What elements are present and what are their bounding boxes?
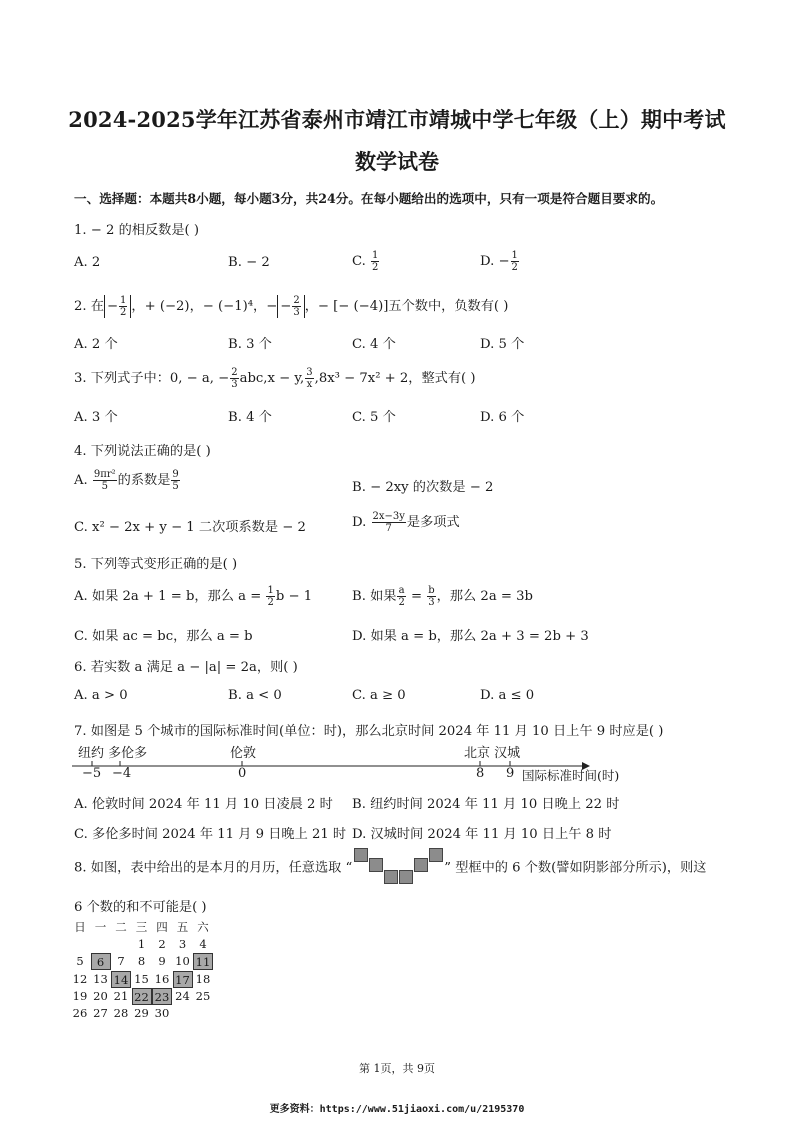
- calendar-day: 8: [137, 954, 146, 969]
- q6-option-c: C. a ≥ 0: [352, 688, 406, 703]
- calendar-day: 19: [72, 988, 88, 1003]
- label-london: 伦敦: [230, 746, 257, 761]
- q5-option-b: B. 如果 $\frac{a}{2}$ = $\frac{b}{3}$ ，那么 2a = 3b: [352, 585, 533, 608]
- question-8-stem: 8. 如图，表中给出的是本月的月历，任意选取 “ ” 型框中的 6 个数(譬如阴影部分所示)，则这: [74, 846, 706, 886]
- q5-option-c: C. 如果 ac = bc，那么 a = b: [74, 629, 253, 644]
- calendar-weekday: 五: [176, 920, 189, 934]
- question-1-stem: 1. − 2 的相反数是( ): [74, 223, 200, 238]
- q1-option-b: B. − 2: [228, 255, 270, 270]
- q7-option-d: D. 汉城时间 2024 年 11 月 10 日上午 8 时: [352, 827, 612, 842]
- q2-option-c: C. 4 个: [352, 337, 396, 352]
- question-2-stem: 2. 在 − $\frac{1}{2}$ ，+ (−2)，− (−1)⁴，− − $\frac{2}{3}$ ，− [− (−4)]五个数中，负数有( ): [74, 295, 509, 318]
- calendar-day: 1: [137, 937, 146, 952]
- calendar-day: 7: [117, 954, 125, 969]
- q1-option-d: D. − $\frac{1}{2}$: [480, 250, 518, 273]
- calendar-day: 15: [134, 971, 149, 986]
- calendar-day: 30: [154, 1006, 170, 1020]
- q7-option-b: B. 纽约时间 2024 年 11 月 10 日晚上 22 时: [352, 797, 620, 812]
- calendar-day: 24: [175, 988, 190, 1003]
- question-3-stem: 3. 下列式子中：0, − a, − $\frac{2}{3}$ abc,x − y, $\frac{3}{x}$ ,8x³ − 7x² + 2，整式有( ): [74, 367, 476, 390]
- calendar-day: 5: [76, 954, 84, 969]
- calendar-day: 26: [72, 1006, 88, 1020]
- calendar-day: 3: [178, 937, 187, 952]
- calendar-day-shaded: 22: [132, 988, 152, 1005]
- q3-option-a: A. 3 个: [74, 410, 118, 425]
- calendar-day: 2: [158, 937, 166, 952]
- question-8-stem-line2: 6 个数的和不可能是( ): [74, 900, 207, 915]
- calendar-weekday: 二: [115, 920, 127, 934]
- calendar-day: 28: [113, 1006, 129, 1020]
- q6-option-d: D. a ≤ 0: [480, 688, 535, 703]
- tick-0: 0: [238, 766, 247, 781]
- q3-option-b: B. 4 个: [228, 410, 272, 425]
- page-footer: 第 1页，共 9页: [359, 1062, 435, 1075]
- q5-option-a: A. 如果 2a + 1 = b，那么 a = $\frac{1}{2}$ b − 1: [74, 585, 313, 608]
- tick-9: 9: [506, 766, 515, 781]
- question-7-stem: 7. 如图是 5 个城市的国际标准时间(单位：时)，那么北京时间 2024 年 11 月 10 日上午 9 时应是( ): [74, 724, 664, 739]
- page-title: 2024-2025学年江苏省泰州市靖江市靖城中学七年级（上）期中考试: [68, 107, 726, 132]
- calendar-weekday: 六: [197, 920, 209, 934]
- calendar-weekday: 日: [74, 920, 86, 934]
- calendar-day-shaded: 6: [91, 953, 111, 970]
- q2-option-b: B. 3 个: [228, 337, 272, 352]
- calendar-day: 16: [154, 971, 170, 986]
- calendar-weekday: 一: [94, 920, 107, 934]
- tick-minus4: −4: [112, 766, 132, 781]
- w-shape-icon: [352, 846, 444, 886]
- q6-option-a: A. a > 0: [74, 688, 128, 703]
- calendar-day: 27: [93, 1006, 108, 1020]
- q4-option-a: A. $\frac{\text{9πr²}}{5}$ 的系数是 $\frac{9}{5}$: [74, 469, 179, 492]
- calendar-day: 29: [134, 1006, 149, 1020]
- question-4-stem: 4. 下列说法正确的是( ): [74, 444, 211, 459]
- calendar-day: 13: [93, 971, 108, 986]
- q3-option-d: D. 6 个: [480, 410, 525, 425]
- calendar-weekday: 四: [156, 920, 168, 934]
- page-subtitle: 数学试卷: [355, 149, 439, 174]
- calendar-day: 21: [113, 988, 129, 1003]
- q3-option-c: C. 5 个: [352, 410, 396, 425]
- number-line-figure: [72, 742, 632, 792]
- q2-option-d: D. 5 个: [480, 337, 525, 352]
- calendar-day-shaded: 14: [111, 971, 131, 988]
- section-heading: 一、选择题：本题共8小题，每小题3分，共24分。在每小题给出的选项中，只有一项是符合题目要求的。: [74, 191, 664, 206]
- tick-minus5: −5: [82, 766, 102, 781]
- axis-label: 国际标准时间(时): [522, 768, 620, 783]
- calendar-weekday: 三: [135, 920, 148, 934]
- calendar-day-shaded: 23: [152, 988, 172, 1005]
- calendar-day: 10: [175, 954, 190, 969]
- label-newyork-toronto: 纽约 多伦多: [78, 746, 148, 761]
- q1-option-c: C. $\frac{1}{2}$: [352, 250, 379, 273]
- q4-option-b: B. − 2xy 的次数是 − 2: [352, 480, 494, 495]
- calendar-day: 12: [72, 971, 88, 986]
- q7-option-a: A. 伦敦时间 2024 年 11 月 10 日凌晨 2 时: [74, 797, 333, 812]
- question-6-stem: 6. 若实数 a 满足 a − |a| = 2a，则( ): [74, 660, 298, 675]
- calendar-day: 18: [195, 971, 211, 986]
- label-beijing-seoul: 北京 汉城: [464, 746, 521, 761]
- calendar-day: 25: [195, 988, 211, 1003]
- q1-option-a: A. 2: [74, 255, 101, 270]
- calendar-day: 4: [199, 937, 207, 952]
- calendar-day: 20: [93, 988, 108, 1003]
- q7-option-c: C. 多伦多时间 2024 年 11 月 9 日晚上 21 时: [74, 827, 347, 842]
- q6-option-b: B. a < 0: [228, 688, 282, 703]
- q4-option-d: D. $\frac{2x-3y}{7}$ 是多项式: [352, 511, 460, 534]
- footer-link[interactable]: 更多资料：https://www.51jiaoxi.com/u/2195370: [269, 1104, 525, 1115]
- q4-option-c: C. x² − 2x + y − 1 二次项系数是 − 2: [74, 520, 306, 535]
- calendar-day-shaded: 11: [193, 953, 213, 970]
- question-5-stem: 5. 下列等式变形正确的是( ): [74, 557, 238, 572]
- calendar-day-shaded: 17: [173, 971, 193, 988]
- q2-option-a: A. 2 个: [74, 337, 118, 352]
- q5-option-d: D. 如果 a = b，那么 2a + 3 = 2b + 3: [352, 629, 589, 644]
- tick-8: 8: [476, 766, 485, 781]
- calendar-day: 9: [158, 954, 166, 969]
